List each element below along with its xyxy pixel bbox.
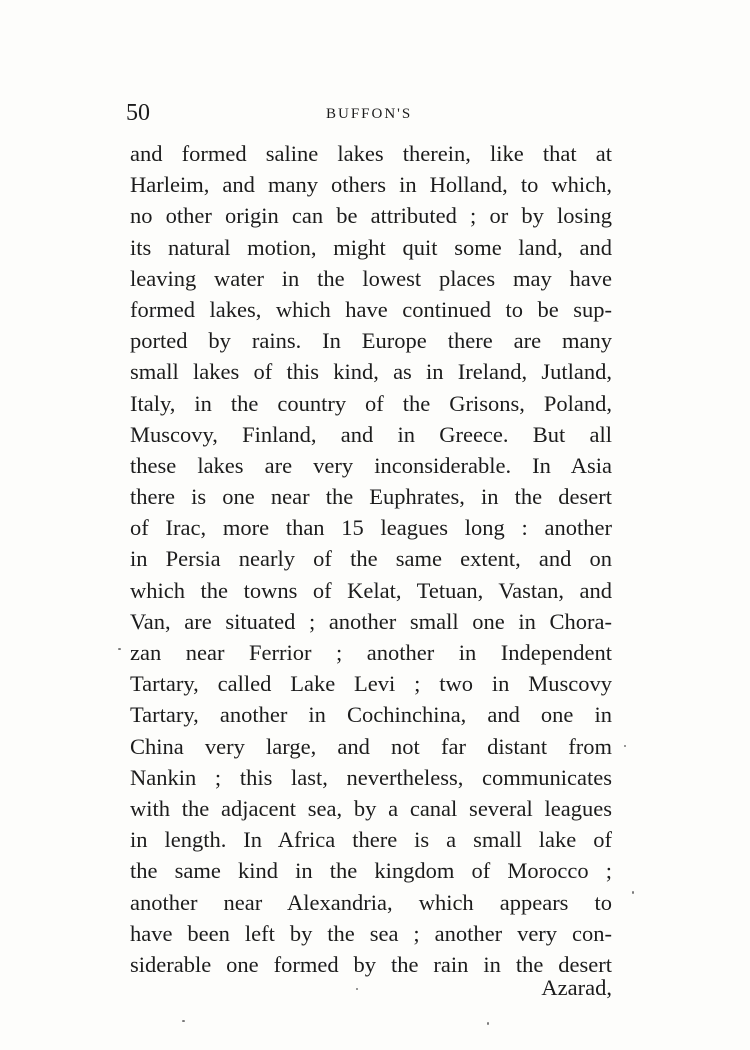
text-line: of Irac, more than 15 leagues long : another — [130, 515, 612, 541]
text-line: China very large, and not far distant from — [130, 733, 612, 759]
print-speck — [487, 1022, 489, 1025]
text-line: Van, are situated ; another small one in Chora- — [130, 608, 612, 634]
text-line: have been left by the sea ; another very con- — [130, 920, 612, 946]
text-line: Muscovy, Finland, and in Greece. But all — [130, 421, 612, 447]
body-text — [130, 138, 612, 980]
text-line: siderable one formed by the rain in the desert — [130, 951, 612, 977]
text-line: Tartary, called Lake Levi ; two in Muscovy — [130, 671, 612, 697]
text-line: Tartary, another in Cochinchina, and one in — [130, 702, 612, 728]
text-line: zan near Ferrior ; another in Independent — [130, 640, 612, 665]
print-speck — [624, 745, 626, 747]
text-line: Harleim, and many others in Holland, to which, — [130, 172, 612, 198]
text-line: and formed saline lakes therein, like that at — [130, 141, 612, 166]
text-line: these lakes are very inconsiderable. In Asia — [130, 452, 612, 478]
print-speck — [118, 648, 121, 650]
text-line: in length. In Africa there is a small lake of — [130, 827, 612, 853]
text-line: its natural motion, might quit some land, and — [130, 234, 612, 260]
text-line: leaving water in the lowest places may have — [130, 265, 612, 291]
text-line: ported by rains. In Europe there are many — [130, 328, 612, 354]
text-line: small lakes of this kind, as in Ireland, Jutland, — [130, 359, 612, 385]
text-line: another near Alexandria, which appears to — [130, 889, 612, 915]
print-speck — [182, 1020, 185, 1022]
catchword: Azarad, — [541, 975, 612, 1000]
text-line: in Persia nearly of the same extent, and on — [130, 546, 612, 572]
text-line: which the towns of Kelat, Tetuan, Vastan, and — [130, 577, 612, 603]
print-speck — [356, 988, 358, 990]
text-line: Nankin ; this last, nevertheless, communicates — [130, 764, 612, 790]
print-speck — [632, 891, 634, 894]
text-line: with the adjacent sea, by a canal several leagues — [130, 795, 612, 821]
running-head: BUFFON'S — [326, 106, 413, 122]
text-line: formed lakes, which have continued to be sup- — [130, 296, 612, 322]
text-line: no other origin can be attributed ; or by losing — [130, 203, 612, 229]
text-line: the same kind in the kingdom of Morocco ; — [130, 858, 612, 884]
text-line: there is one near the Euphrates, in the desert — [130, 484, 612, 510]
page-header — [126, 98, 616, 128]
text-line: Italy, in the country of the Grisons, Poland, — [130, 390, 612, 416]
page-number: 50 — [126, 100, 150, 126]
